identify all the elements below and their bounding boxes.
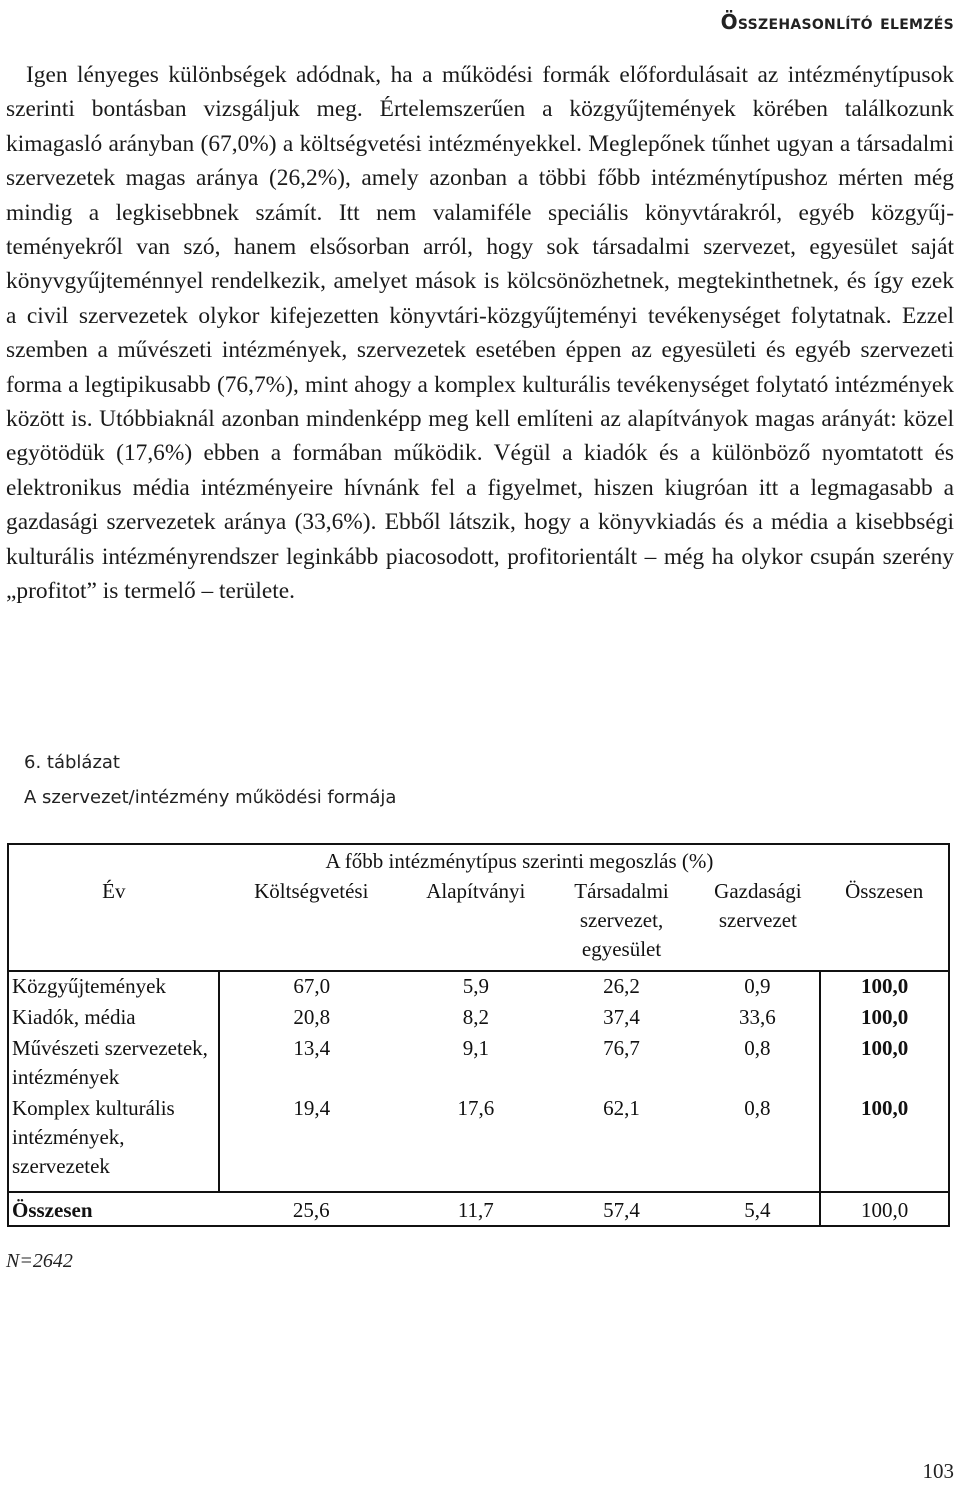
table-row <box>8 1034 949 1094</box>
row-label: Közgyűjtemények <box>8 971 219 1003</box>
cell: 0,8 <box>695 1094 820 1192</box>
sample-size-note: N=2642 <box>6 1250 73 1272</box>
table-group-header-row <box>8 844 949 877</box>
data-table <box>7 843 950 1227</box>
cell: 62,1 <box>603 1096 640 1120</box>
col-header-2: Társadalmi szervezet, egyesület <box>574 879 669 961</box>
cell: 26,2 <box>548 971 696 1003</box>
summary-cell: 5,4 <box>695 1192 820 1226</box>
col-header-1: Alapítványi <box>426 879 526 903</box>
row-total: 100,0 <box>820 1003 949 1034</box>
table-number: 6. táblázat <box>24 752 120 773</box>
running-head: Összehasonlító elemzés <box>720 10 954 34</box>
summary-cell: 25,6 <box>219 1192 404 1226</box>
group-header: A főbb intézménytípus szerinti megoszlás (%) <box>219 844 821 877</box>
table-summary-row <box>8 1192 949 1226</box>
page-number: 103 <box>922 1459 954 1483</box>
body-text <box>6 58 954 609</box>
table-row <box>8 1094 949 1192</box>
row-total: 100,0 <box>820 971 949 1003</box>
row-total: 100,0 <box>820 1034 949 1094</box>
col-header-3: Gazdasági szervezet <box>714 879 802 932</box>
cell: 17,6 <box>457 1096 495 1120</box>
cell: 0,8 <box>695 1034 820 1094</box>
year-header: Év <box>8 877 219 971</box>
cell: 0,9 <box>695 971 820 1003</box>
table-row <box>8 1003 949 1034</box>
cell: 5,9 <box>404 971 548 1003</box>
col-header-0: Költségvetési <box>254 879 369 903</box>
cell: 8,2 <box>462 1005 489 1029</box>
cell: 37,4 <box>603 1005 640 1029</box>
row-label: Kiadók, média <box>8 1003 219 1034</box>
table-title: A szervezet/intézmény működési formája <box>24 787 397 808</box>
summary-cell: 11,7 <box>404 1192 548 1226</box>
summary-cell: 57,4 <box>548 1192 696 1226</box>
cell: 76,7 <box>603 1036 640 1060</box>
row-label: Komplex kulturális intézmények, szervezetek <box>8 1094 219 1192</box>
cell: 67,0 <box>219 971 404 1003</box>
summary-total: 100,0 <box>820 1192 949 1226</box>
summary-label: Összesen <box>8 1192 219 1226</box>
cell: 13,4 <box>293 1036 331 1060</box>
total-header: Összesen <box>820 877 949 971</box>
cell: 33,6 <box>695 1003 820 1034</box>
cell: 20,8 <box>293 1005 331 1029</box>
table-column-header-row <box>8 877 949 971</box>
row-total: 100,0 <box>820 1094 949 1192</box>
cell: 19,4 <box>293 1096 331 1120</box>
table-row <box>8 971 949 1003</box>
body-paragraph: Igen lényeges különbségek adódnak, ha a működési formák előfordulásait az intézménytípusok szerinti bontásban vizsgáljuk meg. Értelemszerűen a közgyűjtemények körében találkozunk kimagasló arányban (67,0%) a költségvetési intézményekkel. Meglepőnek tűnhet ugyan a társadalmi szervezetek magas aránya (26,2%), amely azonban a többi főbb intézménytípushoz mérten még mindig a legkisebbnek számít. Itt nem valamiféle speciális könyvtárakról, egyéb közgyűjteményekről van szó, hanem elsősorban arról, hogy sok társadalmi szervezet, egyesület saját könyvgyűjteménnyel rendelkezik, amelyet mások is kölcsönözhetnek, megtekinthetnek, és így ezek a civil szervezetek olykor kifejezetten könyvtári-közgyűjteményi tevékenységet folytatnak. Ezzel szemben a művészeti intézmények, szervezetek esetében éppen az egyesületi és egyéb szervezeti forma a legtipikusabb (76,7%), mint ahogy a komplex kulturális tevékenységet folytató intézmények között is. Utóbbiaknál azonban mindenképp meg kell említeni az alapítványok magas arányát: közel egyötödük (17,6%) ebben a formában működik. Végül a kiadók és a különböző nyomtatott és elektronikus média intézményeire hívnánk fel a figyelmet, hiszen kiugróan itt a legmagasabb a gazdasági szervezetek aránya (33,6%). Ebből látszik, hogy a könyvkiadás és a média a kisebbségi kulturális intézményrendszer leginkább piacosodott, profitorientált – még ha olykor csupán szerény „profitot” is termelő – területe. <box>6 62 954 605</box>
cell: 9,1 <box>462 1036 489 1060</box>
row-label: Művészeti szervezetek, intézmények <box>8 1034 219 1094</box>
